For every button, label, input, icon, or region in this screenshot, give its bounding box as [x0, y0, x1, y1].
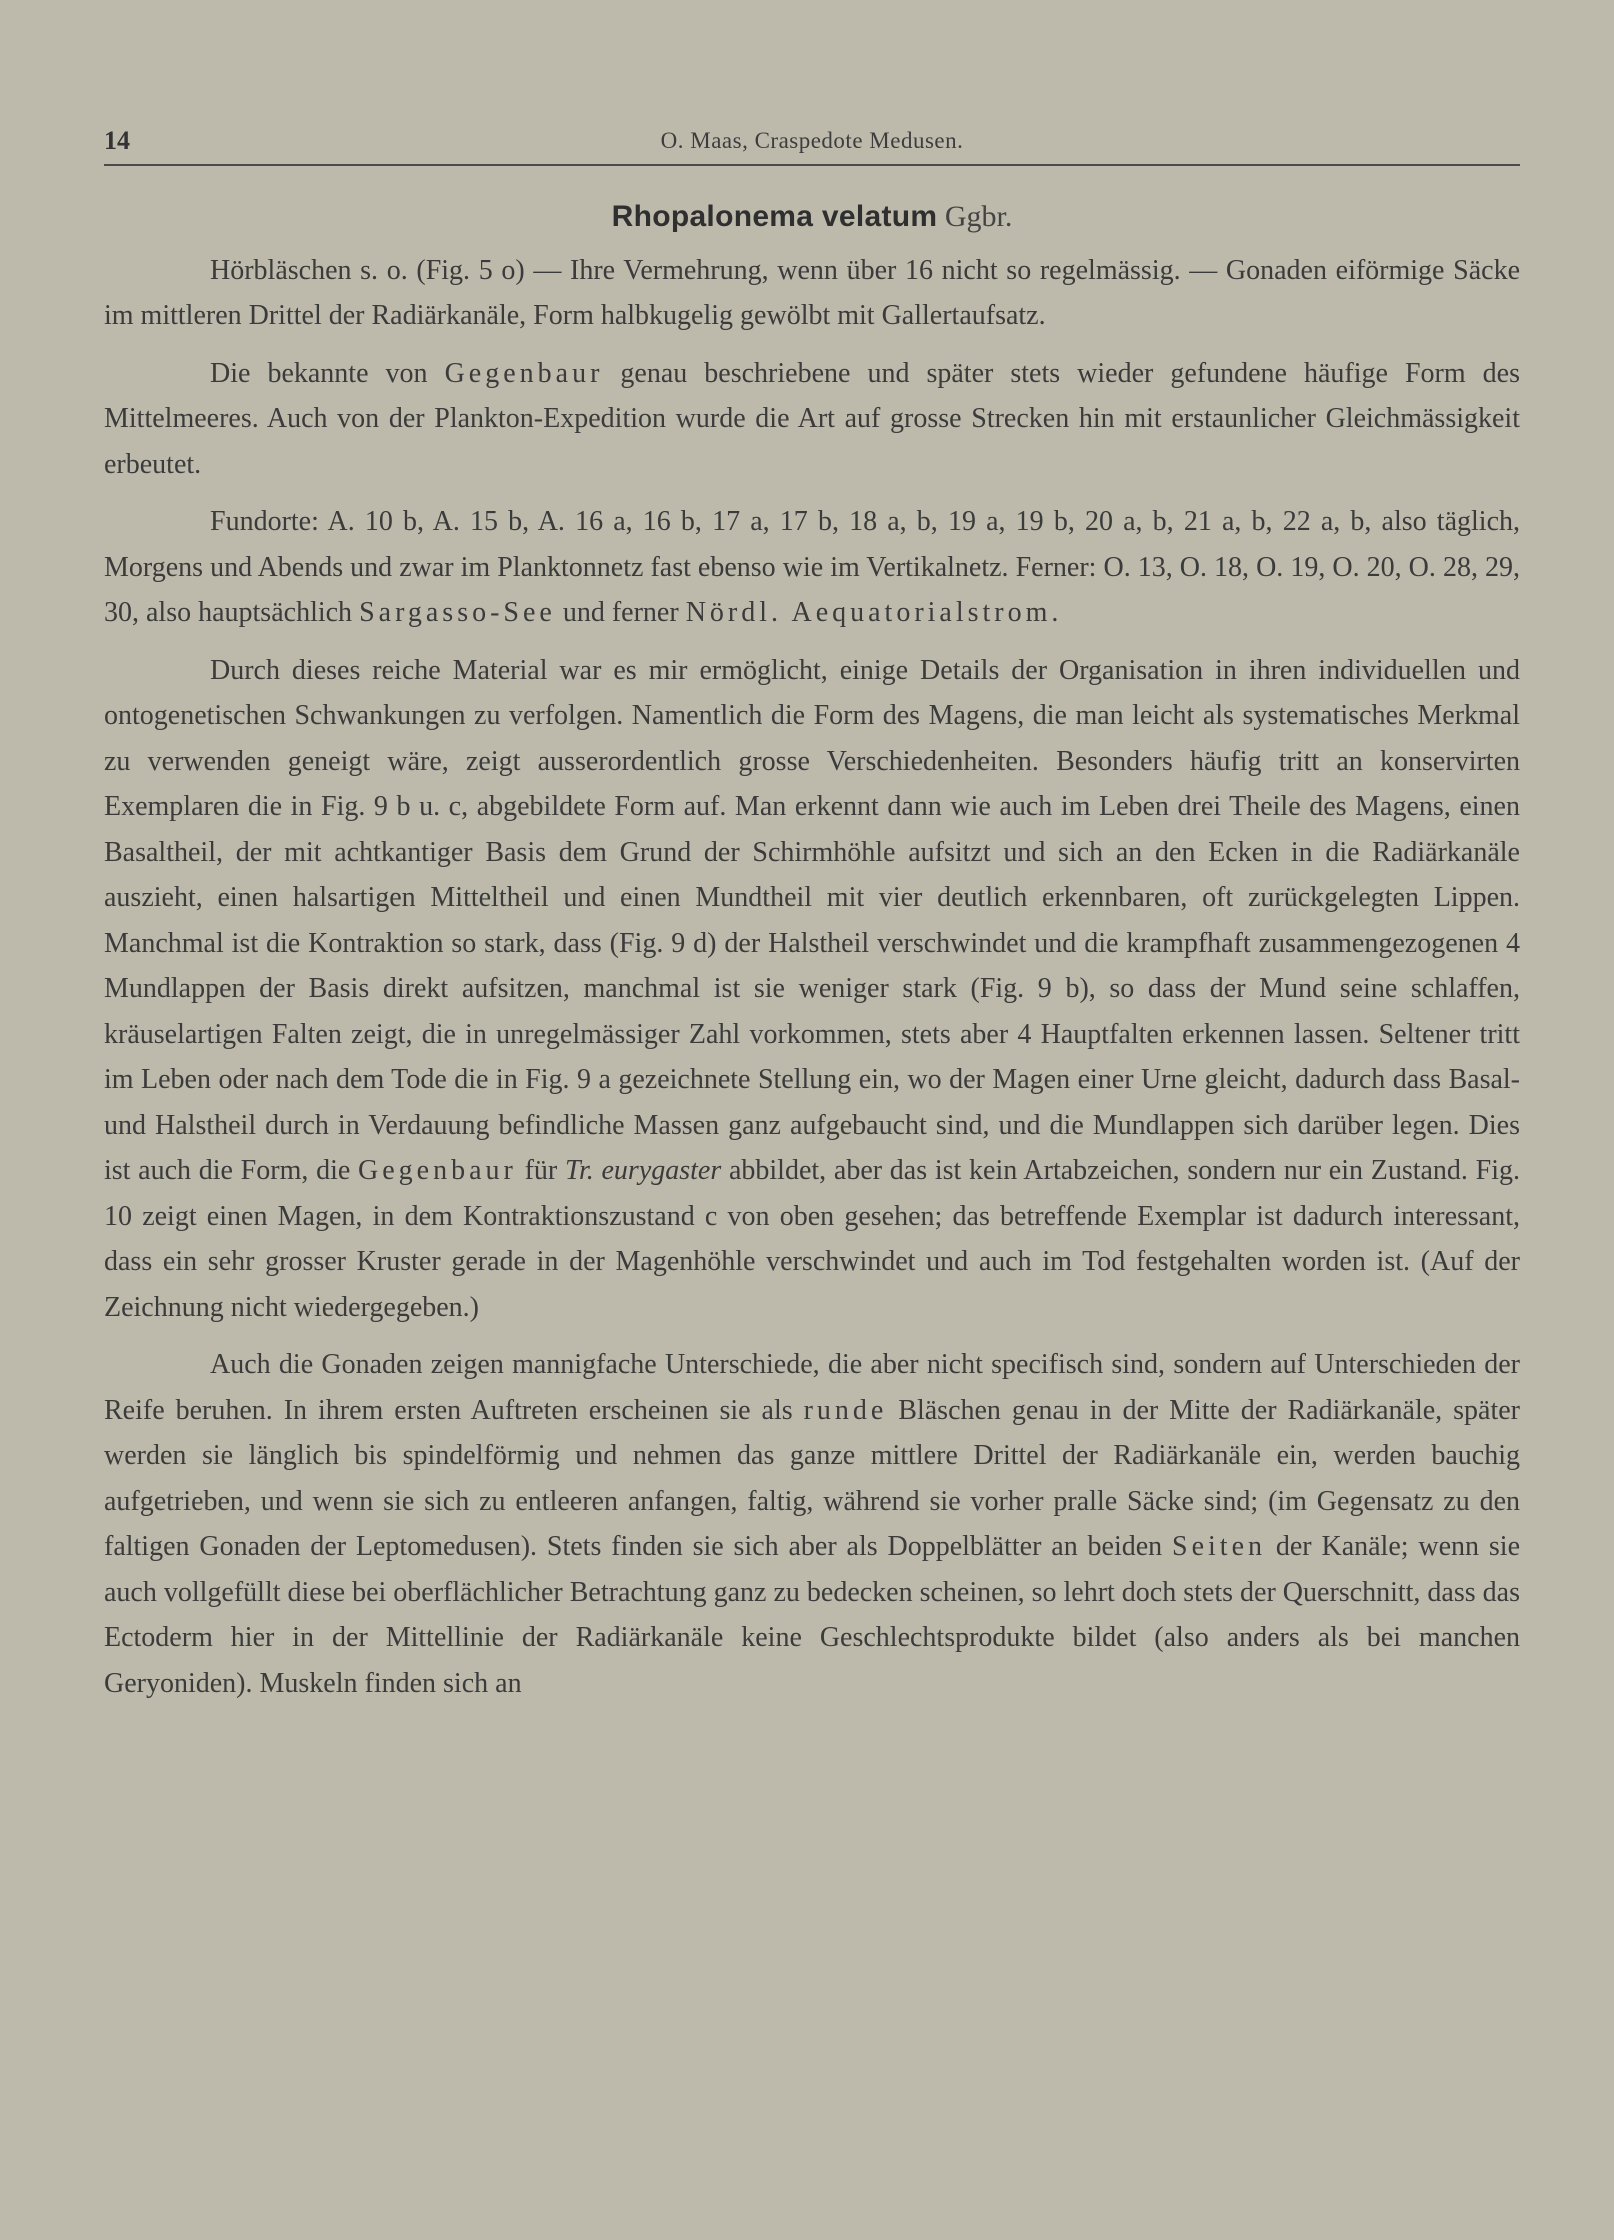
species-author: Ggbr. — [944, 200, 1013, 233]
text-run: Hörbläschen s. o. (Fig. 5 o) — Ihre Vermehrung, wenn über 16 nicht so regelmässig. — Gonaden eiförmige Säcke im mittleren Drittel der Radiärkanäle, Form halbkugelig gewölbt mit Gallertaufsatz. — [104, 254, 1520, 331]
text-run: Fundorte: A. 10 b, A. 15 b, A. 16 a, 16 b, 17 a, 17 b, 18 a, b, 19 a, 19 b, 20 a, b, 21 a, b, 22 a, b, also täglich, Morgens und Abends und zwar im Planktonnetz fast ebenso wie im Vertikalnetz. Ferner: O. 13, O. 18, O. 19, O. 20, O. 28, 29, 30, also hauptsächlich — [104, 506, 1520, 628]
paragraphs — [104, 248, 1520, 1707]
species-name: Rhopalonema velatum — [611, 200, 938, 233]
paragraph — [104, 1342, 1520, 1706]
italic-term: Tr. eurygaster — [564, 1155, 722, 1186]
spaced-term: Nördl. Aequatorialstrom. — [685, 597, 1063, 628]
paragraph — [104, 499, 1520, 636]
page-number: 14 — [104, 126, 130, 155]
spaced-term: Gegenbaur — [444, 357, 604, 389]
text-run: für — [516, 1155, 565, 1186]
page-header — [104, 126, 1520, 162]
paragraph — [104, 351, 1520, 488]
running-title: O. Maas, Craspedote Medusen. — [660, 128, 964, 153]
spaced-term: runde — [803, 1394, 888, 1426]
text-run: der Kanäle; wenn sie auch vollgefüllt diese bei oberflächlicher Betrachtung ganz zu bedecken scheinen, so lehrt doch stets der Querschnitt, dass das Ectoderm hier in der Mittellinie der Radiärkanäle keine Geschlechtsprodukte bildet (also anders als bei manchen Geryoniden). Muskeln finden sich an — [104, 1531, 1520, 1699]
text-run: genau beschriebene und später stets wieder gefundene häufige Form des Mittelmeeres. Auch von der Plankton-Expedition wurde die Art auf grosse Strecken hin mit erstaunlicher Gleichmässigkeit erbeutet. — [104, 357, 1520, 480]
text-run: und ferner — [555, 597, 686, 628]
text-run: Auch die Gonaden zeigen mannigfache Unterschiede, die aber nicht specifisch sind, sondern auf Unterschieden der Reife beruhen. In ihrem ersten Auftreten erscheinen sie als — [104, 1349, 1520, 1426]
text-run: abbildet, aber das ist kein Artabzeichen, sondern nur ein Zustand. Fig. 10 zeigt einen Magen, in dem Kontraktionszustand c von oben gesehen; das betreffende Exemplar ist dadurch interessant, dass ein sehr grosser Kruster gerade in der Magenhöhle verschwindet und auch im Tod festgehalten worden ist. (Auf der Zeichnung nicht wiedergegeben.) — [104, 1155, 1520, 1323]
spaced-term: Sargasso-See — [359, 597, 556, 628]
section-title — [104, 194, 1520, 240]
paragraph — [104, 248, 1520, 339]
body-text — [104, 194, 1520, 1718]
header-rule — [104, 164, 1520, 166]
paragraph — [104, 648, 1520, 1331]
spaced-term: Seiten — [1172, 1531, 1267, 1562]
text-run: Die bekannte von — [210, 357, 445, 389]
text-run: Durch dieses reiche Material war es mir ermöglicht, einige Details der Organisation in ihren individuellen und ontogenetischen Schwankungen zu verfolgen. Namentlich die Form des Magens, die man leicht als systematisches Merkmal zu verwenden geneigt wäre, zeigt ausserordentlich grosse Verschiedenheiten. Besonders häufig tritt an konservirten Exemplaren die in Fig. 9 b u. c, abgebildete Form auf. Man erkennt dann wie auch im Leben drei Theile des Magens, einen Basaltheil, der mit achtkantiger Basis dem Grund der Schirmhöhle aufsitzt und sich an den Ecken in die Radiärkanäle auszieht, einen halsartigen Mitteltheil und einen Mundtheil mit vier deutlich erkennbaren, oft zurückgelegten Lippen. Manchmal ist die Kontraktion so stark, dass (Fig. 9 d) der Halstheil verschwindet und die krampfhaft zusammengezogenen 4 Mundlappen der Basis direkt aufsitzen, manchmal ist sie weniger stark (Fig. 9 b), so dass der Mund seine schlaffen, kräuselartigen Falten zeigt, die in unregelmässiger Zahl vorkommen, stets aber 4 Hauptfalten erkennen lassen. Seltener tritt im Leben oder nach dem Tode die in Fig. 9 a gezeichnete Stellung ein, wo der Magen einer Urne gleicht, dadurch dass Basal- und Halstheil durch in Verdauung befindliche Massen ganz aufgebaucht sind, und die Mundlappen sich darüber legen. Dies ist auch die Form, die — [104, 654, 1520, 1186]
spaced-term: Gegenbaur — [358, 1155, 517, 1186]
text-run: Bläschen genau in der Mitte der Radiärkanäle, später werden sie länglich bis spindelförmig und nehmen das ganze mittlere Drittel der Radiärkanäle ein, werden bauchig aufgetrieben, und wenn sie sich zu entleeren anfangen, faltig, während sie vorher pralle Säcke sind; (im Gegensatz zu den faltigen Gonaden der Leptomedusen). Stets finden sie sich aber als Doppelblätter an beiden — [104, 1394, 1520, 1562]
